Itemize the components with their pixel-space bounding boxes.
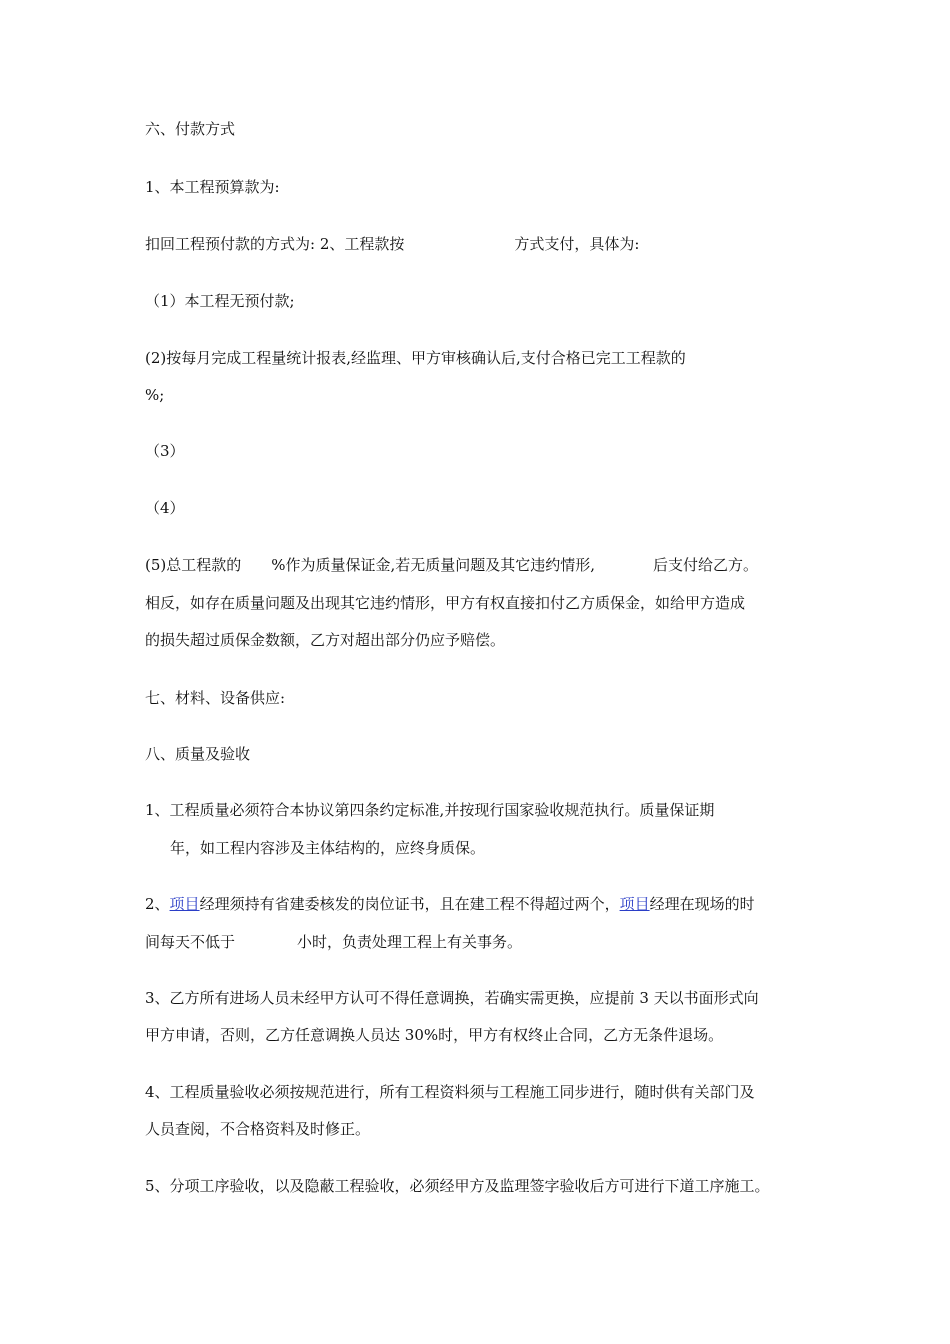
quality-item-2-prefix: 2、 [145,895,170,913]
quality-item-2-line-2 [145,932,522,952]
clause-5-line-2: 相反，如存在质量问题及出现其它违约情形，甲方有权直接扣付乙方质保金，如给甲方造成 [145,594,746,612]
project-link-1[interactable]: 项目 [169,895,200,913]
clause-2: (2)按每月完成工程量统计报表,经监理、甲方审核确认后,支付合格已完工工程款的 [145,349,686,367]
quality-item-1-line-2: 年，如工程内容涉及主体结构的，应终身质保。 [170,839,486,857]
clause-3: （3） [145,442,185,460]
section-eight-heading: 八、质量及验收 [145,745,251,763]
clause-1: （1）本工程无预付款; [145,292,295,310]
clause-5-text-b: %作为质量保证金,若无质量问题及其它违约情形, [271,556,596,574]
clause-5-text-c: 后支付给乙方。 [653,556,759,574]
quality-item-3-line-2: 甲方申请，否则，乙方任意调换人员达 30%时，甲方有权终止合同，乙方无条件退场。 [145,1026,724,1044]
section-seven-heading: 七、材料、设备供应: [145,689,286,707]
quality-item-4-line-2: 人员查阅，不合格资料及时修正。 [145,1120,371,1138]
quality-item-4-line-1: 4、工程质量验收必须按规范进行，所有工程资料须与工程施工同步进行，随时供有关部门及 [145,1083,755,1101]
quality-item-2-middle: 经理须持有省建委核发的岗位证书，且在建工程不得超过两个， [199,895,620,913]
quality-item-5-line-1: 5、分项工序验收，以及隐蔽工程验收，必须经甲方及监理签字验收后方可进行下道工序施工。 [145,1177,770,1195]
clause-5-text-a: (5)总工程款的 [145,556,242,574]
deduct-advance-text: 扣回工程预付款的方式为: 2、工程款按 [145,235,405,253]
clause-2-continuation: %; [145,386,165,404]
clause-5-line-3: 的损失超过质保金数额，乙方对超出部分仍应予赔偿。 [145,631,506,649]
quality-item-2-text-b: 小时，负责处理工程上有关事务。 [297,933,523,951]
payment-method-line [145,234,639,254]
clause-5-line-1 [145,555,758,575]
quality-item-2-suffix: 经理在现场的时 [649,895,755,913]
section-six-heading: 六、付款方式 [145,120,236,138]
quality-item-2-text-a: 间每天不低于 [145,933,236,951]
quality-item-2-line-1 [145,894,755,914]
project-link-2[interactable]: 项目 [619,895,650,913]
payment-method-text: 方式支付，具体为: [514,235,640,253]
quality-item-1-line-1: 1、工程质量必须符合本协议第四条约定标准,并按现行国家验收规范执行。质量保证期 [145,801,715,819]
budget-amount-line: 1、本工程预算款为: [145,178,280,196]
clause-4: （4） [145,499,185,517]
quality-item-3-line-1: 3、乙方所有进场人员未经甲方认可不得任意调换，若确实需更换，应提前 3 天以书面形式向 [145,989,759,1007]
